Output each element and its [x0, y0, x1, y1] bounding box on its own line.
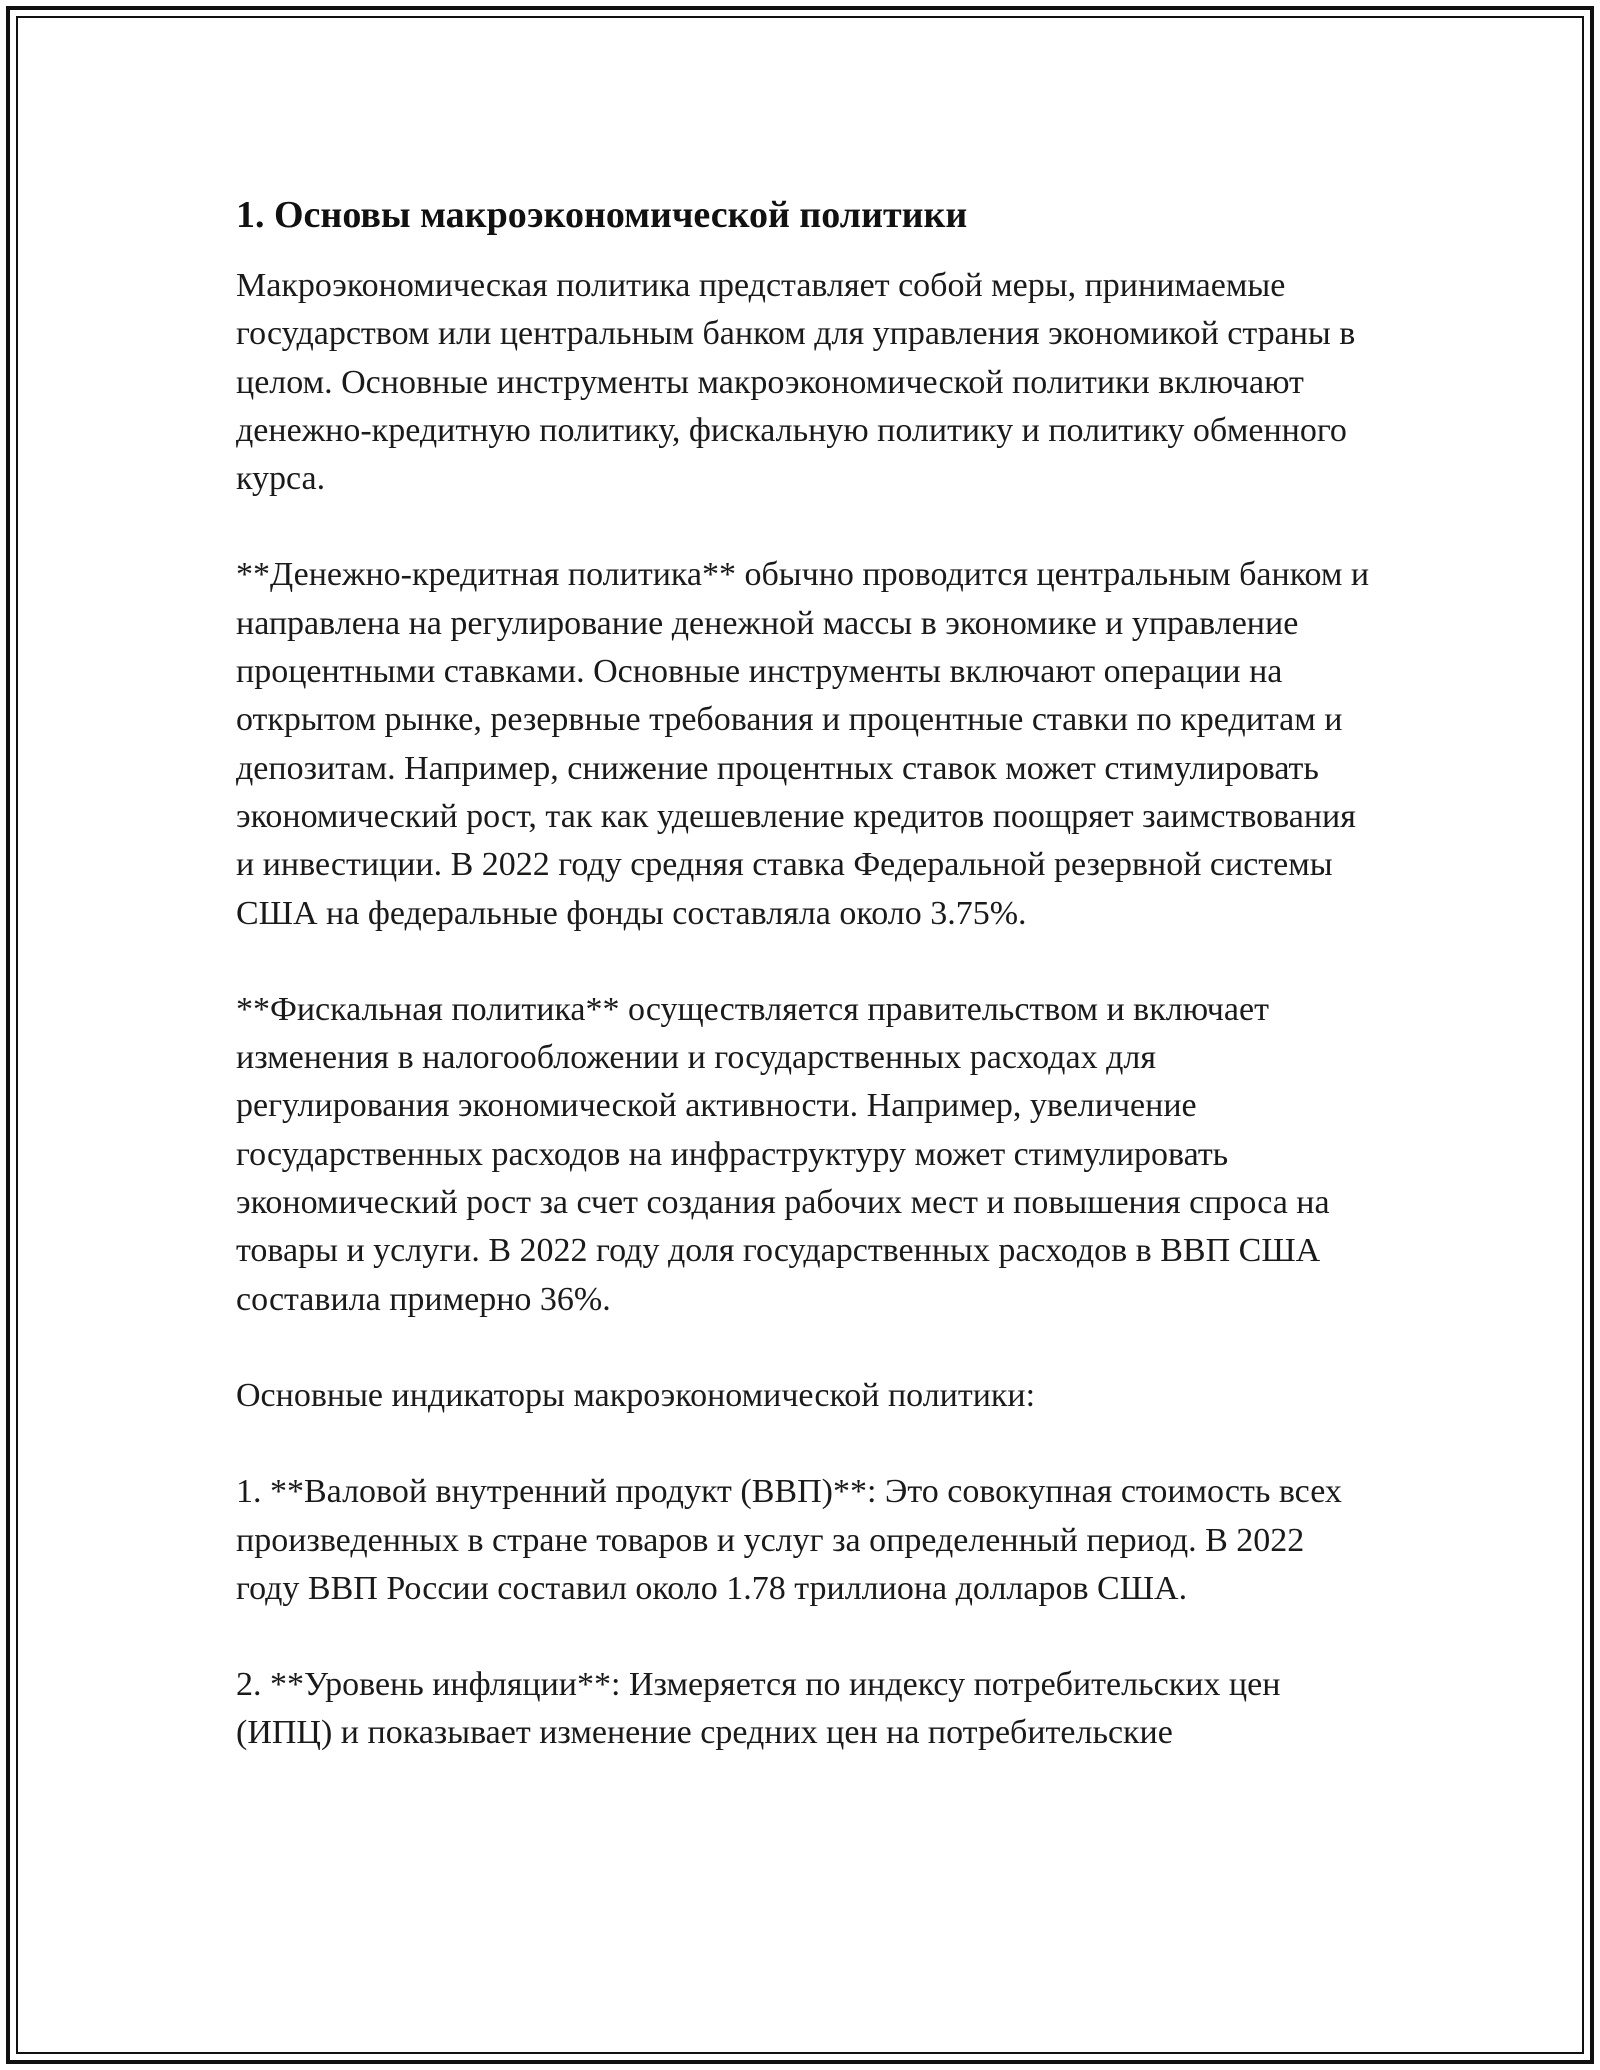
- list-item-inflation: 2. **Уровень инфляции**: Измеряется по индексу потребительских цен (ИПЦ) и показывает изменение средних цен на потребительские: [236, 1666, 1281, 1752]
- list-item-gdp: 1. **Валовой внутренний продукт (ВВП)**: Это совокупная стоимость всех произведенных в стране товаров и услуг за определенный период. В 2022 году ВВП России составил около 1.78 триллиона долларов США.: [236, 1473, 1342, 1607]
- document-body: [236, 186, 1376, 1806]
- paragraph-fiscal-policy: **Фискальная политика** осуществляется правительством и включает изменения в налогообложении и государственных расходах для регулирования экономической активности. Например, увеличение государственных расходов на инфраструктуру может стимулировать экономический рост за счет создания рабочих мест и повышения спроса на товары и услуги. В 2022 году доля государственных расходов в ВВП США составила примерно 36%.: [236, 990, 1330, 1318]
- paragraph-indicators-intro: Основные индикаторы макроэкономической политики:: [236, 1376, 1036, 1414]
- section-heading: 1. Основы макроэкономической политики: [236, 194, 968, 236]
- paragraph-monetary-policy: **Денежно-кредитная политика** обычно проводится центральным банком и направлена на регулирование денежной массы в экономике и управление процентными ставками. Основные инструменты включают операции на открытом рынке, резервные требования и процентные ставки по кредитам и депозитам. Например, снижение процентных ставок может стимулировать экономический рост, так как удешевление кредитов поощряет заимствования и инвестиции. В 2022 году средняя ставка Федеральной резервной системы США на федеральные фонды составляла около 3.75%.: [236, 556, 1370, 932]
- paragraph-intro: Макроэкономическая политика представляет собой меры, принимаемые государством или центральным банком для управления экономикой страны в целом. Основные инструменты макроэкономической политики включают денежно-кредитную политику, фискальную политику и политику обменного курса.: [236, 267, 1356, 498]
